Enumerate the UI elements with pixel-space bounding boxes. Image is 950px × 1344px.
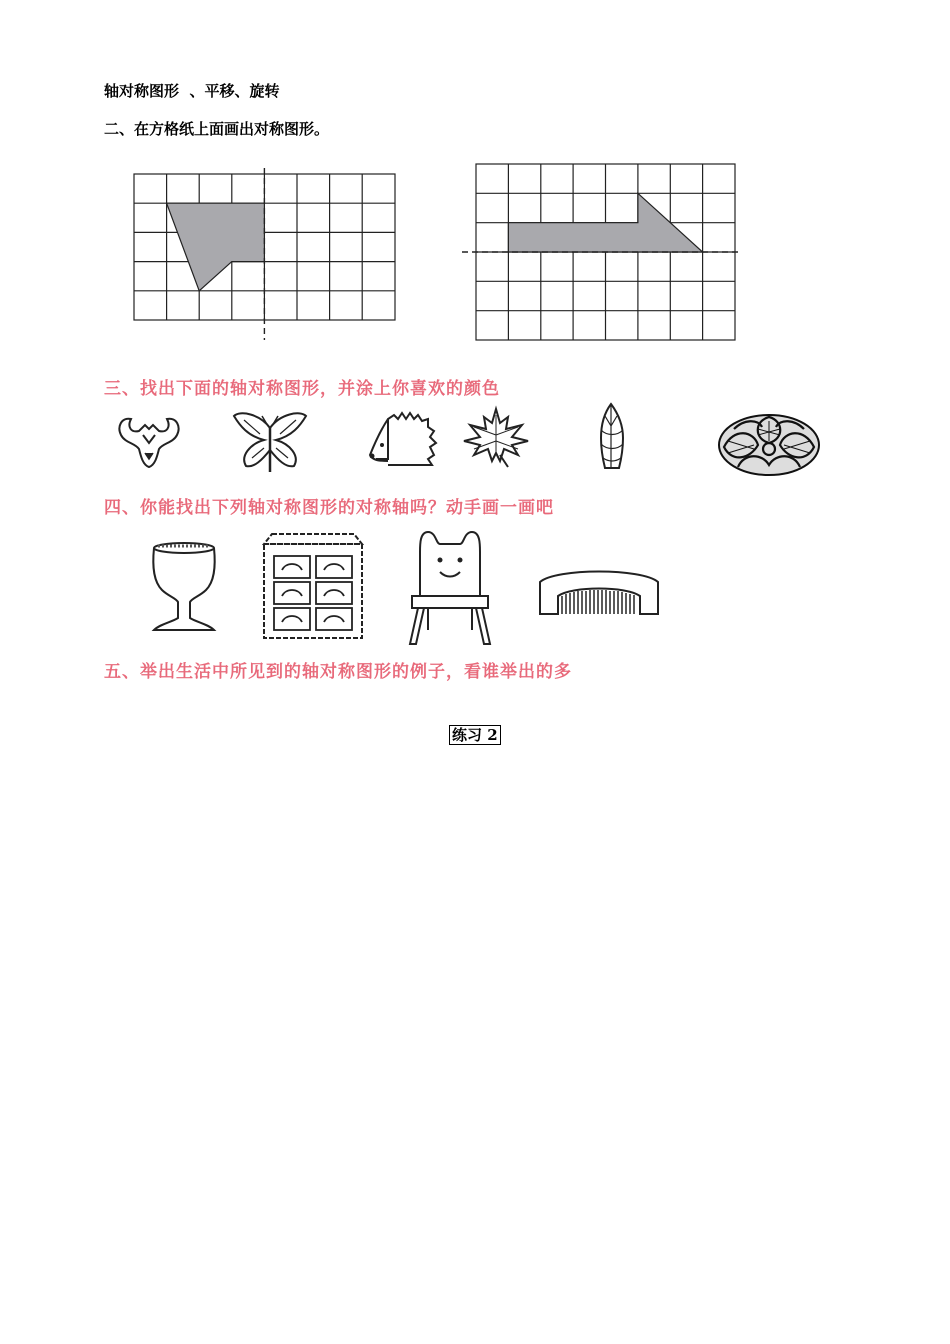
bamboo-shoot-icon (595, 402, 629, 472)
grid-right (462, 162, 742, 342)
section2-heading: 二、在方格纸上面画出对称图形。 (104, 120, 330, 138)
hedgehog-icon (366, 405, 438, 471)
goblet-icon (144, 538, 226, 636)
section3-heading: 三、找出下面的轴对称图形，并涂上你喜欢的颜色 (104, 379, 500, 399)
shaded-shape (167, 203, 265, 291)
section5-heading: 五、举出生活中所见到的轴对称图形的例子，看谁举出的多 (104, 662, 572, 682)
chair-icon (402, 530, 498, 648)
page-title: 轴对称图形 、平移、旋转 (104, 82, 280, 100)
drawer-cabinet-icon (258, 530, 368, 642)
grid-left (134, 168, 399, 343)
exercise-label: 练习 2 (449, 725, 501, 745)
section4-heading: 四、你能找出下列轴对称图形的对称轴吗？动手画一画吧 (104, 498, 554, 518)
maple-leaf-icon (458, 405, 534, 471)
butterfly-icon (230, 410, 312, 476)
chrysanthemum-icon (714, 405, 824, 477)
comb-icon (536, 566, 662, 618)
ox-head-icon (113, 413, 185, 473)
